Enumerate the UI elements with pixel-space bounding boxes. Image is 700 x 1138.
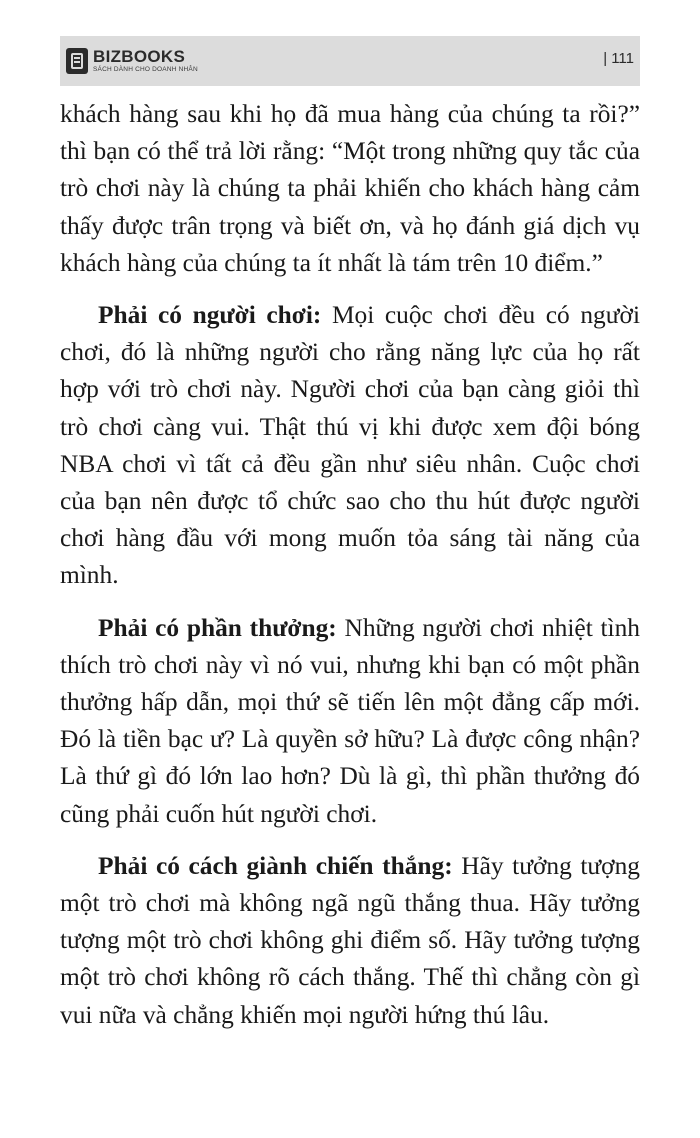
paragraph-reward [60, 610, 640, 833]
paragraph-continuation [60, 96, 640, 282]
paragraph-text: Mọi cuộc chơi đều có người chơi, đó là những người cho rằng năng lực của họ rất hợp với trò chơi này. Người chơi của bạn càng giỏi thì trò chơi càng vui. Thật thú vị khi được xem đội bóng NBA chơi vì tất cả đều gần như siêu nhân. Cuộc chơi của bạn nên được tổ chức sao cho thu hút được người chơi hàng đầu với mong muốn tỏa sáng tài năng của mình. [60, 301, 640, 590]
brand-name: BIZBOOKS [93, 47, 186, 67]
paragraph-text: khách hàng sau khi họ đã mua hàng của chúng ta rồi?” thì bạn có thể trả lời rằng: “Một trong những quy tắc của trò chơi này là chúng ta phải khiến cho khách hàng cảm thấy được trân trọng và biết ơn, và họ đánh giá dịch vụ khách hàng của chúng ta ít nhất là tám trên 10 điểm.” [60, 100, 640, 277]
bizbooks-logo [66, 44, 198, 78]
page-number-separator: | [603, 50, 608, 67]
page-number [603, 50, 634, 67]
paragraph-lead: Phải có phần thưởng: [98, 613, 337, 642]
logo-text [93, 48, 198, 74]
paragraph-lead: Phải có người chơi: [98, 301, 322, 330]
paragraph-text: Những người chơi nhiệt tình thích trò chơi này vì nó vui, nhưng khi bạn có một phần thưởng hấp dẫn, mọi thứ sẽ tiến lên một đẳng cấp mới. Đó là tiền bạc ư? Là quyền sở hữu? Là được công nhận? Là thứ gì đó lớn lao hơn? Dù là gì, thì phần thưởng đó cũng phải cuốn hút người chơi. [60, 613, 640, 828]
book-logo-icon [66, 48, 88, 74]
page-header [60, 36, 640, 86]
paragraph-winning [60, 848, 640, 1034]
paragraph-lead: Phải có cách giành chiến thắng: [98, 851, 453, 880]
page-number-value: 111 [611, 50, 634, 67]
paragraph-players [60, 297, 640, 595]
body-text [60, 96, 640, 1049]
paragraph-text: Hãy tưởng tượng một trò chơi mà không ngã ngũ thắng thua. Hãy tưởng tượng một trò chơi không ghi điểm số. Hãy tưởng tượng một trò chơi không rõ cách thắng. Thế thì chẳng còn gì vui nữa và chẳng khiến mọi người hứng thú lâu. [60, 851, 640, 1029]
brand-tagline: SÁCH DÀNH CHO DOANH NHÂN [93, 66, 198, 74]
